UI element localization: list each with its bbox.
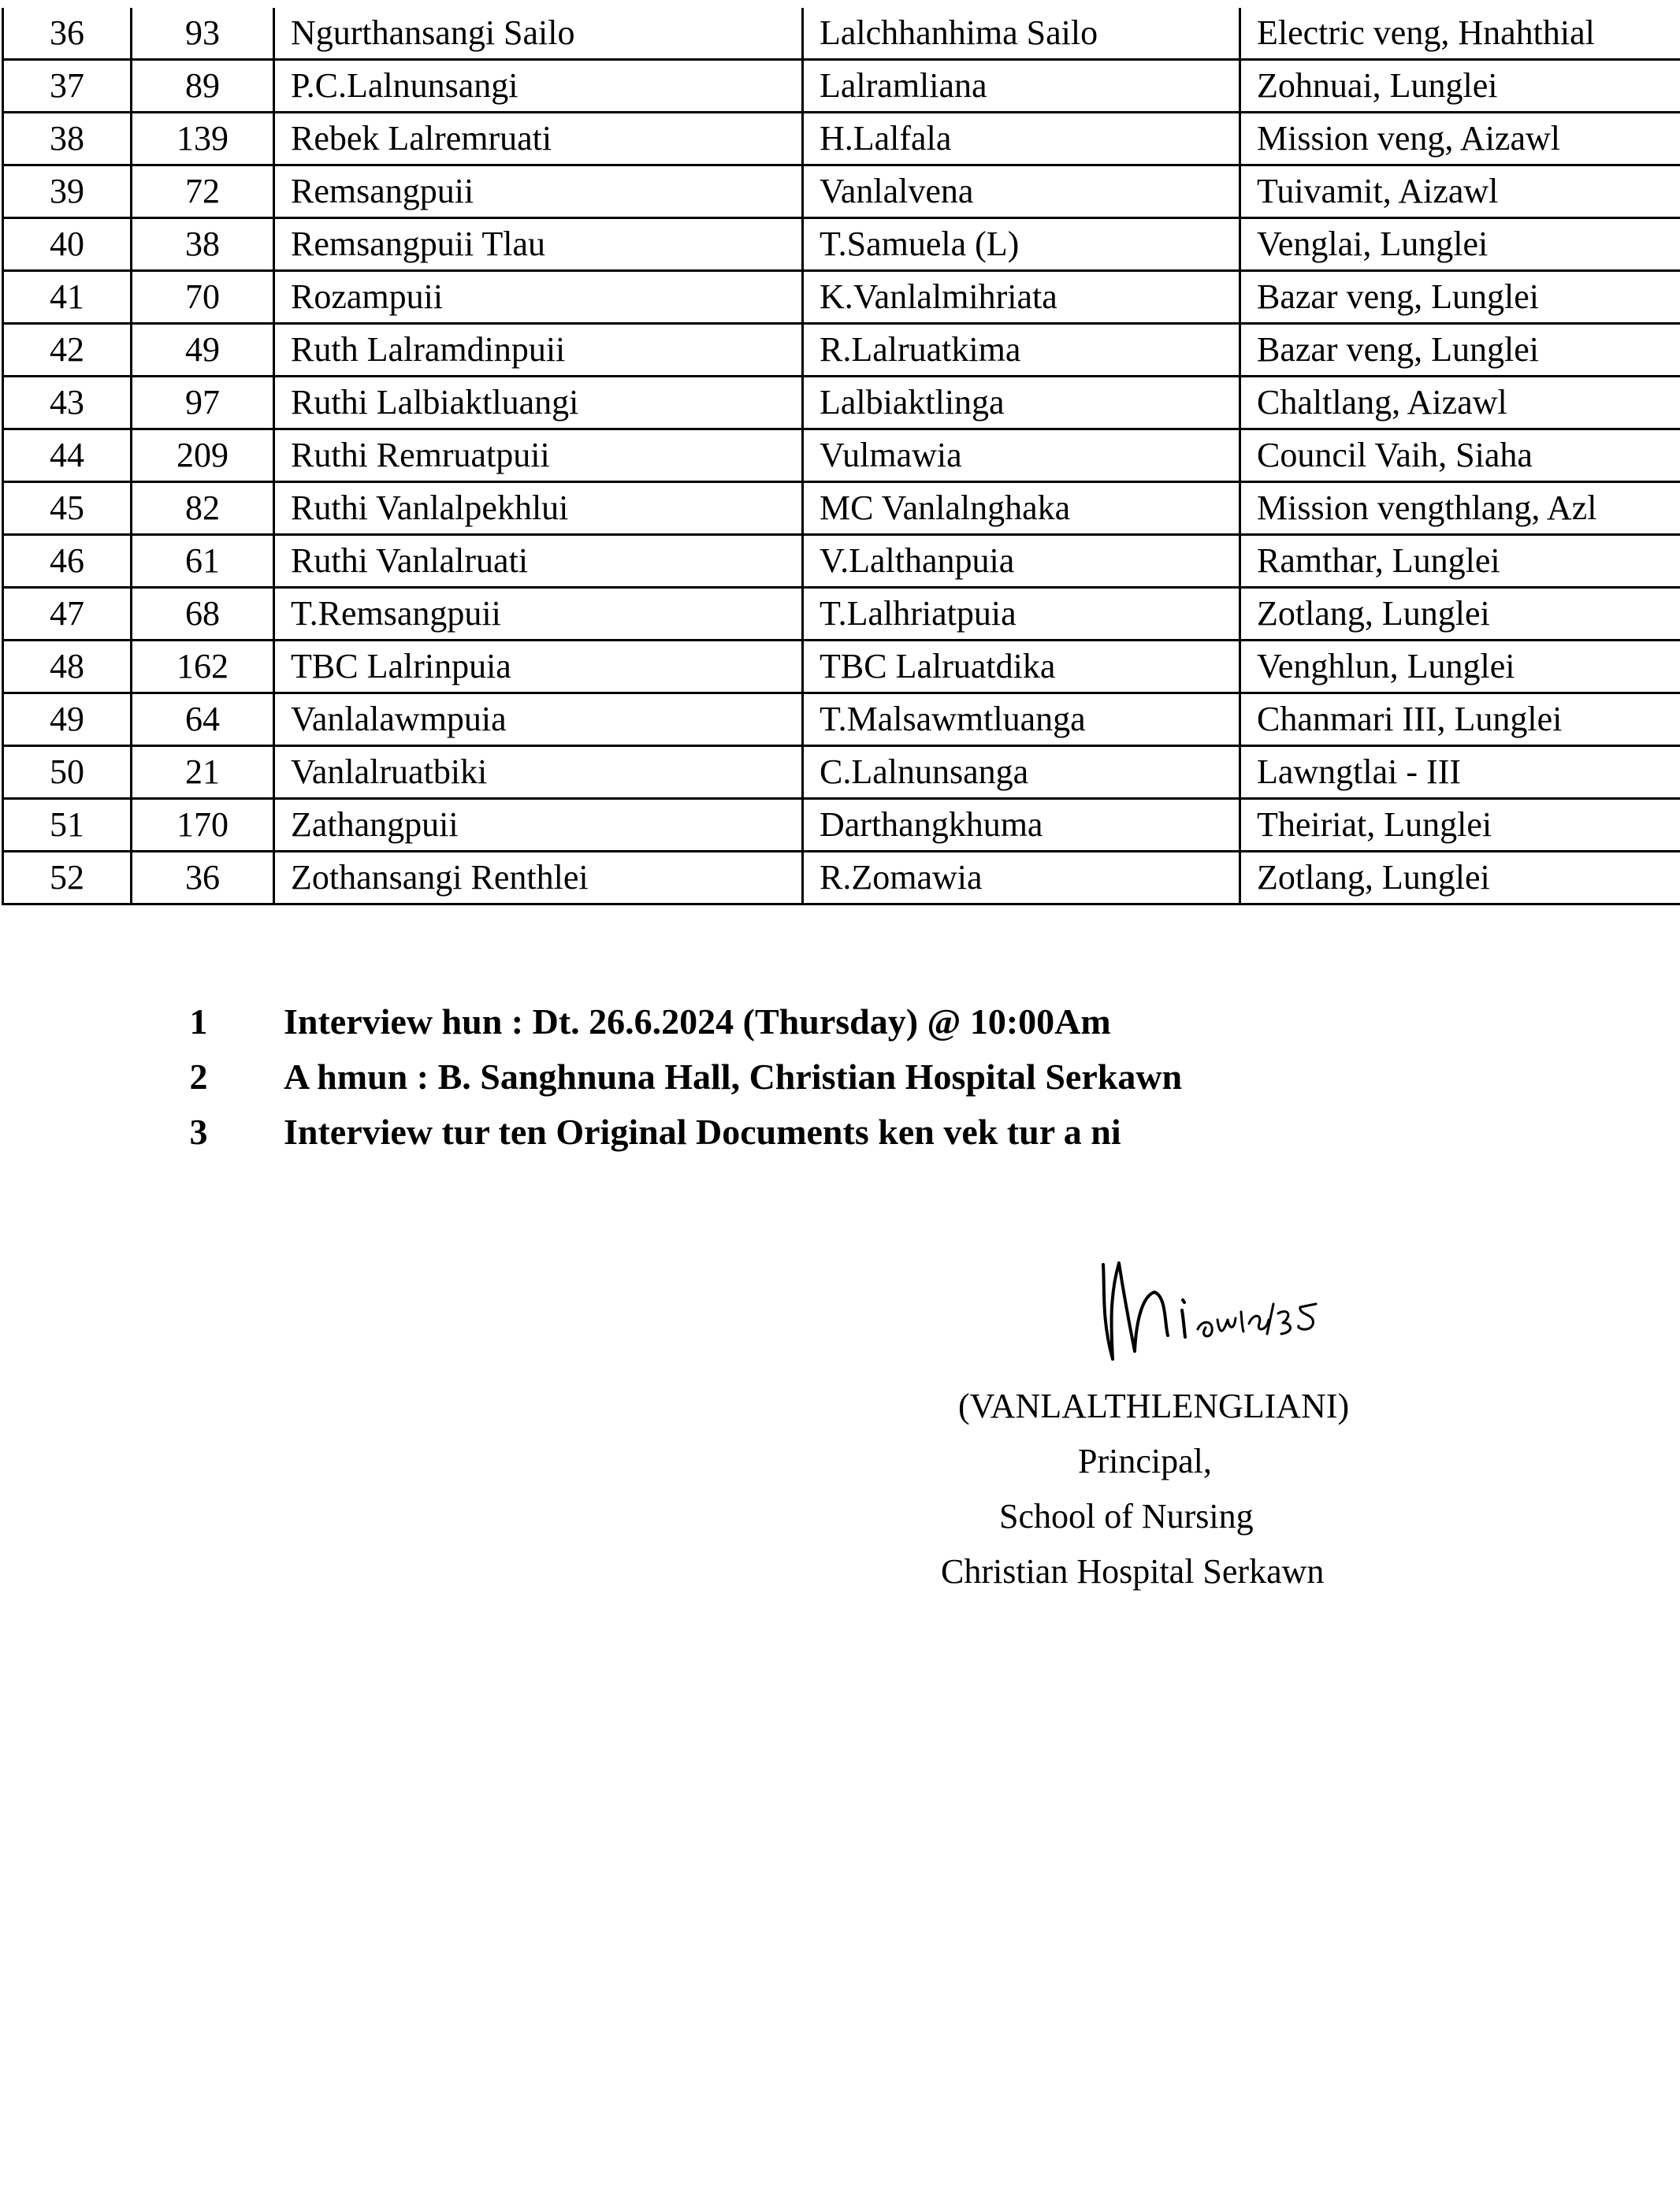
candidate-name-cell: Ruthi Vanlalpekhlui <box>274 482 803 535</box>
serial-number-cell: 51 <box>3 799 132 852</box>
father-name-cell: Darthangkhuma <box>803 799 1240 852</box>
father-name-cell: Vanlalvena <box>803 165 1240 218</box>
table-row <box>3 588 1680 641</box>
roll-number-cell: 82 <box>132 482 274 535</box>
table-row <box>3 641 1680 693</box>
note-item <box>0 1105 1680 1160</box>
candidate-table <box>2 8 1680 905</box>
father-name-cell: Lalramliana <box>803 60 1240 113</box>
table-row <box>3 8 1680 60</box>
candidate-name-cell: Zathangpuii <box>274 799 803 852</box>
address-cell: Council Vaih, Siaha <box>1240 429 1680 482</box>
roll-number-cell: 64 <box>132 693 274 746</box>
interview-notes <box>0 994 1680 1160</box>
roll-number-cell: 36 <box>132 852 274 904</box>
roll-number-cell: 21 <box>132 746 274 799</box>
candidate-name-cell: Vanlalruatbiki <box>274 746 803 799</box>
roll-number-cell: 162 <box>132 641 274 693</box>
note-text: A hmun : B. Sanghnuna Hall, Christian Hospital Serkawn <box>284 1057 1183 1097</box>
signatory-department: School of Nursing <box>999 1497 1254 1536</box>
candidate-name-cell: T.Remsangpuii <box>274 588 803 641</box>
roll-number-cell: 61 <box>132 535 274 588</box>
serial-number-cell: 48 <box>3 641 132 693</box>
address-cell: Theiriat, Lunglei <box>1240 799 1680 852</box>
address-cell: Bazar veng, Lunglei <box>1240 271 1680 324</box>
roll-number-cell: 93 <box>132 8 274 60</box>
roll-number-cell: 38 <box>132 218 274 271</box>
candidate-name-cell: Remsangpuii <box>274 165 803 218</box>
note-item <box>0 1049 1680 1105</box>
table-row <box>3 113 1680 165</box>
serial-number-cell: 41 <box>3 271 132 324</box>
father-name-cell: V.Lalthanpuia <box>803 535 1240 588</box>
father-name-cell: TBC Lalruatdika <box>803 641 1240 693</box>
address-cell: Chanmari III, Lunglei <box>1240 693 1680 746</box>
roll-number-cell: 89 <box>132 60 274 113</box>
note-number: 2 <box>189 1057 208 1097</box>
candidate-name-cell: TBC Lalrinpuia <box>274 641 803 693</box>
serial-number-cell: 39 <box>3 165 132 218</box>
serial-number-cell: 50 <box>3 746 132 799</box>
address-cell: Zohnuai, Lunglei <box>1240 60 1680 113</box>
roll-number-cell: 68 <box>132 588 274 641</box>
father-name-cell: Vulmawia <box>803 429 1240 482</box>
candidate-name-cell: Rozampuii <box>274 271 803 324</box>
candidate-name-cell: P.C.Lalnunsangi <box>274 60 803 113</box>
table-row <box>3 482 1680 535</box>
table-row <box>3 218 1680 271</box>
table-row <box>3 852 1680 904</box>
signature-stroke <box>1103 1263 1185 1359</box>
serial-number-cell: 37 <box>3 60 132 113</box>
handwritten-signature <box>1080 1241 1395 1375</box>
candidate-name-cell: Rebek Lalremruati <box>274 113 803 165</box>
serial-number-cell: 49 <box>3 693 132 746</box>
candidate-table-body <box>3 8 1680 904</box>
address-cell: Tuivamit, Aizawl <box>1240 165 1680 218</box>
serial-number-cell: 43 <box>3 377 132 429</box>
table-row <box>3 165 1680 218</box>
serial-number-cell: 38 <box>3 113 132 165</box>
roll-number-cell: 209 <box>132 429 274 482</box>
table-row <box>3 324 1680 377</box>
serial-number-cell: 44 <box>3 429 132 482</box>
father-name-cell: R.Lalruatkima <box>803 324 1240 377</box>
note-item <box>0 994 1680 1049</box>
father-name-cell: T.Malsawmtluanga <box>803 693 1240 746</box>
address-cell: Ramthar, Lunglei <box>1240 535 1680 588</box>
address-cell: Mission veng, Aizawl <box>1240 113 1680 165</box>
serial-number-cell: 36 <box>3 8 132 60</box>
father-name-cell: R.Zomawia <box>803 852 1240 904</box>
table-row <box>3 60 1680 113</box>
father-name-cell: T.Lalhriatpuia <box>803 588 1240 641</box>
serial-number-cell: 52 <box>3 852 132 904</box>
note-number: 1 <box>189 1001 208 1042</box>
roll-number-cell: 97 <box>132 377 274 429</box>
signature-date-stroke <box>1198 1304 1316 1336</box>
note-text: Interview tur ten Original Documents ken vek tur a ni <box>284 1112 1121 1152</box>
note-text: Interview hun : Dt. 26.6.2024 (Thursday) @ 10:00Am <box>284 1001 1111 1042</box>
note-number: 3 <box>189 1112 208 1152</box>
signatory-designation: Principal, <box>1078 1442 1212 1480</box>
table-row <box>3 799 1680 852</box>
candidate-name-cell: Remsangpuii Tlau <box>274 218 803 271</box>
candidate-name-cell: Ruthi Vanlalruati <box>274 535 803 588</box>
candidate-name-cell: Ngurthansangi Sailo <box>274 8 803 60</box>
serial-number-cell: 46 <box>3 535 132 588</box>
roll-number-cell: 139 <box>132 113 274 165</box>
serial-number-cell: 45 <box>3 482 132 535</box>
roll-number-cell: 70 <box>132 271 274 324</box>
address-cell: Lawngtlai - III <box>1240 746 1680 799</box>
address-cell: Electric veng, Hnahthial <box>1240 8 1680 60</box>
father-name-cell: Lalchhanhima Sailo <box>803 8 1240 60</box>
candidate-name-cell: Ruthi Remruatpuii <box>274 429 803 482</box>
father-name-cell: T.Samuela (L) <box>803 218 1240 271</box>
address-cell: Chaltlang, Aizawl <box>1240 377 1680 429</box>
address-cell: Zotlang, Lunglei <box>1240 588 1680 641</box>
father-name-cell: MC Vanlalnghaka <box>803 482 1240 535</box>
candidate-name-cell: Vanlalawmpuia <box>274 693 803 746</box>
table-row <box>3 377 1680 429</box>
address-cell: Mission vengthlang, Azl <box>1240 482 1680 535</box>
table-row <box>3 535 1680 588</box>
address-cell: Bazar veng, Lunglei <box>1240 324 1680 377</box>
address-cell: Zotlang, Lunglei <box>1240 852 1680 904</box>
candidate-name-cell: Zothansangi Renthlei <box>274 852 803 904</box>
serial-number-cell: 42 <box>3 324 132 377</box>
signatory-name: (VANLALTHLENGLIANI) <box>958 1387 1350 1425</box>
candidate-name-cell: Ruth Lalramdinpuii <box>274 324 803 377</box>
table-row <box>3 693 1680 746</box>
table-row <box>3 271 1680 324</box>
serial-number-cell: 47 <box>3 588 132 641</box>
father-name-cell: Lalbiaktlinga <box>803 377 1240 429</box>
candidate-name-cell: Ruthi Lalbiaktluangi <box>274 377 803 429</box>
address-cell: Venghlun, Lunglei <box>1240 641 1680 693</box>
signatory-institution: Christian Hospital Serkawn <box>941 1552 1325 1591</box>
table-row <box>3 429 1680 482</box>
roll-number-cell: 49 <box>132 324 274 377</box>
serial-number-cell: 40 <box>3 218 132 271</box>
father-name-cell: C.Lalnunsanga <box>803 746 1240 799</box>
roll-number-cell: 72 <box>132 165 274 218</box>
table-row <box>3 746 1680 799</box>
father-name-cell: H.Lalfala <box>803 113 1240 165</box>
roll-number-cell: 170 <box>132 799 274 852</box>
father-name-cell: K.Vanlalmihriata <box>803 271 1240 324</box>
address-cell: Venglai, Lunglei <box>1240 218 1680 271</box>
